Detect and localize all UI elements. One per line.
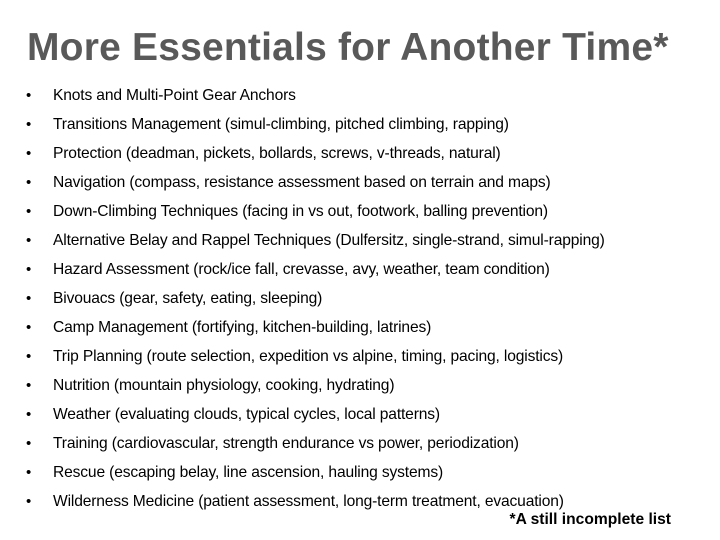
bullet-icon: • <box>26 493 32 510</box>
bullet-item <box>24 371 716 400</box>
bullet-text: Down-Climbing Techniques (facing in vs out, footwork, balling prevention) <box>53 203 548 220</box>
bullet-item <box>24 400 716 429</box>
bullet-icon: • <box>26 435 32 452</box>
bullet-item <box>24 226 716 255</box>
bullet-icon: • <box>26 145 32 162</box>
bullet-text: Transitions Management (simul-climbing, pitched climbing, rapping) <box>53 116 509 133</box>
bullet-item <box>24 284 716 313</box>
bullet-text: Navigation (compass, resistance assessment based on terrain and maps) <box>53 174 551 191</box>
bullet-icon: • <box>26 464 32 481</box>
bullet-text: Protection (deadman, pickets, bollards, screws, v-threads, natural) <box>53 145 501 162</box>
bullet-icon: • <box>26 377 32 394</box>
bullet-item <box>24 255 716 284</box>
bullet-text: Training (cardiovascular, strength endurance vs power, periodization) <box>53 435 519 452</box>
bullet-icon: • <box>26 290 32 307</box>
bullet-icon: • <box>26 174 32 191</box>
footnote: *A still incomplete list <box>509 511 671 528</box>
bullet-text: Alternative Belay and Rappel Techniques (Dulfersitz, single-strand, simul-rapping) <box>53 232 605 249</box>
bullet-text: Trip Planning (route selection, expedition vs alpine, timing, pacing, logistics) <box>53 348 564 365</box>
bullet-text: Knots and Multi-Point Gear Anchors <box>53 87 296 104</box>
bullet-text: Hazard Assessment (rock/ice fall, crevasse, avy, weather, team condition) <box>53 261 550 278</box>
bullet-icon: • <box>26 203 32 220</box>
slide-title: More Essentials for Another Time* <box>27 26 669 69</box>
bullet-item <box>24 342 716 371</box>
bullet-text: Weather (evaluating clouds, typical cycles, local patterns) <box>53 406 440 423</box>
bullet-item <box>24 197 716 226</box>
bullet-item <box>24 81 716 110</box>
bullet-text: Camp Management (fortifying, kitchen-building, latrines) <box>53 319 432 336</box>
bullet-icon: • <box>26 319 32 336</box>
bullet-icon: • <box>26 232 32 249</box>
bullet-text: Nutrition (mountain physiology, cooking, hydrating) <box>53 377 395 394</box>
bullet-item <box>24 139 716 168</box>
bullet-icon: • <box>26 116 32 133</box>
bullet-item <box>24 429 716 458</box>
bullet-item <box>24 110 716 139</box>
bullet-icon: • <box>26 406 32 423</box>
bullet-list <box>24 81 716 516</box>
bullet-icon: • <box>26 348 32 365</box>
bullet-item <box>24 168 716 197</box>
bullet-item <box>24 313 716 342</box>
bullet-text: Bivouacs (gear, safety, eating, sleeping) <box>53 290 323 307</box>
bullet-text: Rescue (escaping belay, line ascension, hauling systems) <box>53 464 444 481</box>
bullet-icon: • <box>26 87 32 104</box>
bullet-item <box>24 458 716 487</box>
bullet-text: Wilderness Medicine (patient assessment, long-term treatment, evacuation) <box>53 493 564 510</box>
bullet-icon: • <box>26 261 32 278</box>
